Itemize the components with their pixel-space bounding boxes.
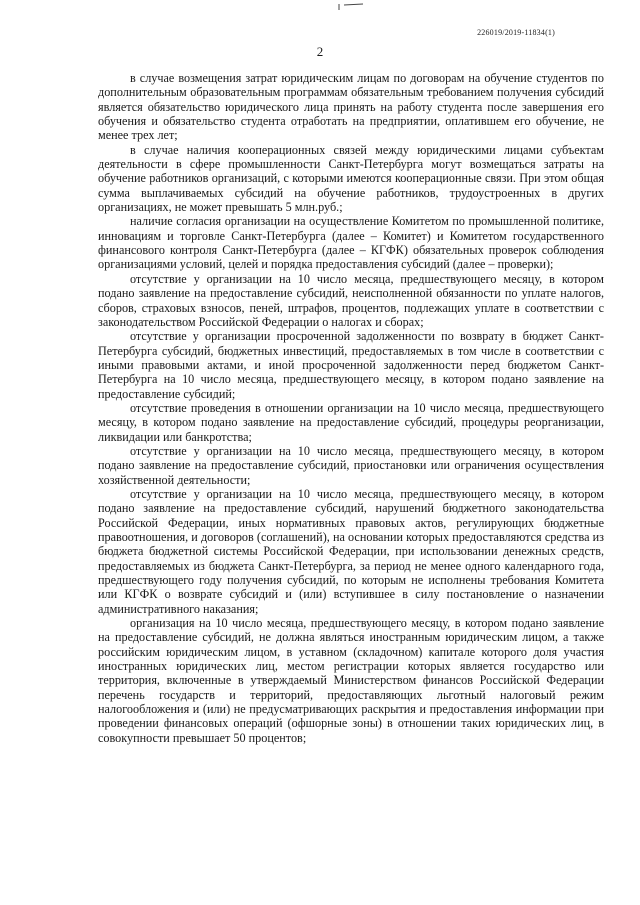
paragraph-training-reimbursement: в случае возмещения затрат юридическим лицам по договорам на обучение студентов по дополнительным образовательным программам обязательным требованием получения субсидий является обязательство юридического лица принять на работу студента после завершения его обучения и обязательство студента отработать на предприятии, оплатившем его обучение, не менее трех лет; (98, 71, 604, 143)
document-body (98, 71, 604, 745)
paragraph-inspection-consent: наличие согласия организации на осуществление Комитетом по промышленной политике, инновациям и торговле Санкт-Петербурга (далее – Комитет) и Комитетом государственного финансового контроля Санкт-Петербурга (далее – КГФК) обязательных проверок соблюдения организациями условий, целей и порядка предоставления субсидий (далее – проверки); (98, 214, 604, 272)
paragraph-no-suspension: отсутствие у организации на 10 число месяца, предшествующего месяцу, в котором подано заявление на предоставление субсидий, приостановки или ограничения осуществления хозяйственной деятельности; (98, 443, 604, 487)
scan-mark-icon (338, 3, 364, 11)
document-registration-number: 226019/2019-11834(1) (477, 28, 555, 37)
paragraph-foreign-ownership: организация на 10 число месяца, предшествующего месяцу, в котором подано заявление на предоставление субсидий, не должна являться иностранным юридическим лицом, а также российским юридическим лицом, в уставном (складочном) капитале которого доля участия иностранных юридических лиц, местом регистрации которых является государство или территория, включенные в утверждаемый Министерством финансов Российской Федерации перечень государств и территорий, предоставляющих льготный налоговый режим налогообложения и (или) не предусматривающих раскрытия и предоставления информации при проведении финансовых операций (офшорные зоны) в отношении таких юридических лиц, в совокупности превышает 50 процентов; (98, 616, 604, 745)
paragraph-no-budget-violations: отсутствие у организации на 10 число месяца, предшествующего месяцу, в котором подано заявление на предоставление субсидий, нарушений бюджетного законодательства Российской Федерации, иных нормативных правовых актов, регулирующих бюджетные правоотношения, и договоров (соглашений), на основании которых предоставляются средства из бюджета бюджетной системы Российской Федерации, при использовании денежных средств, предоставляемых из бюджета Санкт-Петербурга, за период не менее одного календарного года, предшествующего году получения субсидий, по которым не исполнены требования Комитета или КГФК о возврате субсидий и (или) вступившее в силу постановление о назначении административного наказания; (98, 486, 604, 616)
paragraph-no-budget-debt: отсутствие у организации просроченной задолженности по возврату в бюджет Санкт-Петербурга субсидий, бюджетных инвестиций, предоставляемых в том числе в соответствии с иными правовыми актами, и иной просроченной задолженности перед бюджетом Санкт-Петербурга на 10 число месяца, предшествующего месяцу, в котором подано заявление на предоставление субсидий; (98, 329, 604, 401)
page-number: 2 (316, 44, 324, 59)
paragraph-no-reorganization: отсутствие проведения в отношении организации на 10 число месяца, предшествующего месяцу, в котором подано заявление на предоставление субсидий, процедуры реорганизации, ликвидации или банкротства; (98, 400, 604, 444)
paragraph-cooperation-links: в случае наличия кооперационных связей между юридическими лицами субъектам деятельности в сфере промышленности Санкт-Петербурга могут возмещаться затраты на обучение работников организаций, с которыми имеются кооперационные связи. При этом общая сумма выплачиваемых субсидий на обучение работников, трудоустроенных в других организациях, не может превышать 5 млн.руб.; (98, 142, 604, 215)
paragraph-no-tax-arrears: отсутствие у организации на 10 число месяца, предшествующего месяцу, в котором подано заявление на предоставление субсидий, неисполненной обязанности по уплате налогов, сборов, страховых взносов, пеней, штрафов, процентов, подлежащих уплате в соответствии с законодательством Российской Федерации о налогах и сборах; (98, 271, 604, 329)
